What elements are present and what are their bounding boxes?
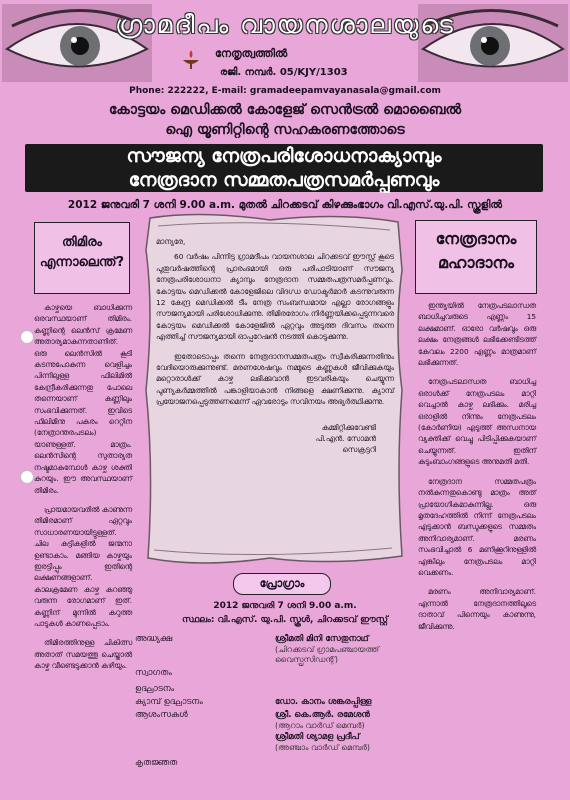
right-paragraph: മരണം അനിവാര്യമാണ്. എന്നാൽ നേത്രദാനത്തിലൂടെ ദാതാവ് പിന്നെയും കാണുന്നു, ജീവിക്കുന്നു. [418,587,536,631]
right-paragraph: ഇന്ത്യയിൽ നേത്രപടലാന്ധത ബാധിച്ചവരുടെ എണ്ണം 15 ലക്ഷമാണ്. ഓരോ വർഷവും ഒരു ലക്ഷം നേത്രങ്ങൾ ലഭിക്കേണ്ടിടത്ത് കേവലം 2200 എണ്ണം മാത്രമാണ് ലഭിക്കുന്നത്. [418,301,536,368]
program-row: ഉദ്ഘാടനം [135,684,175,694]
event-dateline: 2012 ജനുവരി 7 ശനി 9.00 a.m. മുതൽ ചിറക്കടവ് കിഴക്കുംഭാഗം വി.എസ്.യു.പി. സ്കൂളിൽ [67,199,503,211]
contact-line: Phone: 222222, E-mail: gramadeepamvayanasala@gmail.com [129,86,441,96]
program-row: ക്യാമ്പ് ഉദ്ഘാടനം ഡോ. കാനം ശങ്കരപ്പിള്ള [135,697,372,707]
headline-line-1: സൗജന്യ നേത്രപരിശോധനാക്യാമ്പും [126,145,442,167]
right-heading: നേത്രദാനം മഹാദാനം [435,229,517,272]
right-article [418,300,536,640]
letter-signature: കമ്മിറ്റിക്കുവേണ്ടി പി.എൻ. സോമൻ സെക്രട്ടറി [315,422,376,454]
headline-banner [25,144,543,192]
left-paragraph: തിമിരത്തിനുള്ള ചികിത്സ അതാത് സമയത്തു ചെയ്താൽ കാഴ്ച വീണ്ടെടുക്കാൻ കഴിയും. [34,638,132,671]
header-subtitle: നേതൃത്വത്തിൽ [215,47,288,60]
right-paragraph: നേത്രപടലാന്ധത ബാധിച്ച ഒരാൾക്ക് നേത്രപടലം മാറ്റി വെച്ചാൽ കാഴ്ച ലഭിക്കും. മരിച്ച ഒരാളിൽ നിന്നും നേത്രപടലം (കോർണിയ) എടുത്ത് അന്ധനായ വ്യക്തിക്ക് വെച്ചു പിടിപ്പിക്കുകയാണ് ചെയ്യുന്നത്. ഇതിന് കുടുംബാംഗങ്ങളുടെ അനുമതി മതി. [418,377,536,467]
header-title: ഗ്രാമദീപം വായനശാലയുടെ [115,10,455,39]
punch-hole [20,330,34,344]
program-row: ആശംസകൾ ശ്രീ. കെ.ആർ. രമേശൻ (ആറാം വാർഡ് മെമ്പർ) [135,710,370,730]
right-heading-box [415,220,537,294]
registration-number: രജി. നമ്പർ. 05/KJY/1303 [220,67,348,78]
punch-hole [20,470,34,484]
invitation-letter [140,210,408,568]
left-heading-box [34,222,130,294]
program-heading: പ്രോഗ്രാം [233,573,331,595]
lamp-logo-icon [180,48,202,70]
right-paragraph: നേത്രദാന സമ്മതപത്രം നൽകുന്നതുകൊണ്ടു മാത്രം അത് പ്രായോഗികമാകുന്നില്ല. ഒരു മൃതദേഹത്തിൽ നിന്ന് നേത്രപടലം എടുക്കാൻ ബന്ധുക്കളുടെ സമ്മതം അനിവാര്യമാണ്. മരണം സംഭവിച്ചാൽ 6 മണിക്കൂറിനുള്ളിൽ എങ്കിലും നേത്രപടലം മാറ്റി വെക്കണം. [418,476,536,577]
letter-paragraph: 60 വർഷം പിന്നിട്ട ഗ്രാമദീപം വായനശാല ചിറക്കടവ് ഈസ്റ്റ് കൂടെ പുതുവർഷത്തിന്റെ പ്രാരംഭമായി ഒരു പരിപാടിയാണ് സൗജന്യ നേത്രപരിശോധനാ ക്യാമ്പും നേത്രദാന സമ്മതപത്രസമർപ്പണവും. കോട്ടയം മെഡിക്കൽ കോളേജിലെ വിദഗ്ധ ഡോക്ടർമാർ കടന്നുവരുന്ന 12 കേന്ദ്ര മെഡിക്കൽ ടീം നേത്ര സംബന്ധമായ എല്ലാ രോഗങ്ങളും സൗജന്യമായി പരിശോധിക്കുന്നു. തിമിരരോഗം നിർണ്ണയിക്കപ്പെടുന്നവരെ കോട്ടയം മെഡിക്കൽ കോളേജിൽ ഏറ്റവും അടുത്ത ദിവസം തന്നെ എത്തിച്ച് സൗജന്യമായി ഓപ്പറേഷൻ നടത്തി കൊടുക്കുന്നു. [156,252,394,342]
program-row: സ്വാഗതം [135,668,172,678]
letter-salutation: മാന്യരേ, [156,237,186,246]
left-paragraph: കാഴ്ചയെ ബാധിക്കുന്ന ഒരവസ്ഥയാണ് തിമിരം. കണ്ണിന്റെ ലെൻസ് ക്രമേണ അതാര്യമാകുന്നതാണിത്. ഒരു ലെൻസിൽ കൂടി കടന്നുപോകുന്ന വെളിച്ചം പിന്നിലുള്ള ഫിലിമിൽ കേന്ദ്രീകരിക്കുന്നതു പോലെ തന്നെയാണ് കണ്ണിലും സംഭവിക്കുന്നത്. ഇവിടെ ഫിലിമിനു പകരം റെറ്റിന (നേത്രാന്തരപടലം) യാണുള്ളത്. മാത്രം. ലെൻസിന്റെ സുതാര്യത നഷ്ടമാകുമ്പോൾ കാഴ്ച ശക്തി കുറയും. ഈ അവസ്ഥയാണ് തിമിരം. [34,303,132,495]
left-heading: തിമിരം എന്നാലെന്ത്? [39,235,125,270]
headline-line-2: നേത്രദാന സമ്മതപത്രസമർപ്പണവും [128,169,440,191]
program-row: ശ്രീമതി ശ്യാമള പ്രദീപ് (അഞ്ചാം വാർഡ് മെമ്പർ) [275,732,371,752]
program-row: അദ്ധ്യക്ഷ ശ്രീമതി മിനി സേതുനാഥ് (ചിറക്കടവ് ഗ്രാമപഞ്ചായത്ത് വൈസ്പ്രസിഡന്റ്) [135,634,380,664]
organizer-line-2: ഐ യൂണിറ്റിന്റെ സഹകരണത്തോടെ [165,122,405,138]
left-paragraph: പ്രായമായവരിൽ കാണുന്ന തിമിരമാണ് ഏറ്റവും സാധാരണയായിട്ടുള്ളത്. ചില കുട്ടികളിൽ ജന്മനാ ഉണ്ടാകാം. മങ്ങിയ കാഴ്ചയും ഇരട്ടിപ്പും ഇതിന്റെ ലക്ഷണങ്ങളാണ്. കാലക്രമേണ കാഴ്ച കുറഞ്ഞു വരുന്ന രോഗമാണ് ഇത്. കണ്ണിന് മുന്നിൽ കറുത്ത പാടുകൾ കാണപ്പെടാം. [34,504,132,628]
letter-body [156,236,394,455]
program-row: കൃതജ്ഞത [135,758,178,768]
program-date: 2012 ജനുവരി 7 ശനി 9.00 a.m. [213,601,357,611]
program-venue: സ്ഥലം: വി.എസ്. യു.പി. സ്കൂൾ, ചിറക്കടവ് ഈസ്റ്റ് [181,615,388,625]
letter-paragraph: ഇതോടൊപ്പം തന്നെ നേത്രദാനസമ്മതപത്രം സ്വീകരിക്കുന്നതിനും വേദിയൊരുക്കുന്നുണ്ട്. മരണശേഷവും നമ്മുടെ കണ്ണുകൾ ജീവിക്കുകയും മറ്റൊരാൾക്ക് കാഴ്ച ലഭിക്കുവാൻ ഇടവരികയും ചെയ്യുന്ന പുണ്യകർമ്മത്തിൽ പങ്കാളിയാകാൻ നിങ്ങളെ ക്ഷണിക്കുന്നു. ക്യാമ്പ് പ്രയോജനപ്പെടുത്തണമെന്ന് ഏവരോടും സവിനയം അഭ്യർത്ഥിക്കുന്നു. [156,351,394,407]
program-schedule [135,634,415,772]
organizer-line-1: കോട്ടയം മെഡിക്കൽ കോളേജ് സെൻട്രൽ മൊബൈൽ [108,102,462,118]
